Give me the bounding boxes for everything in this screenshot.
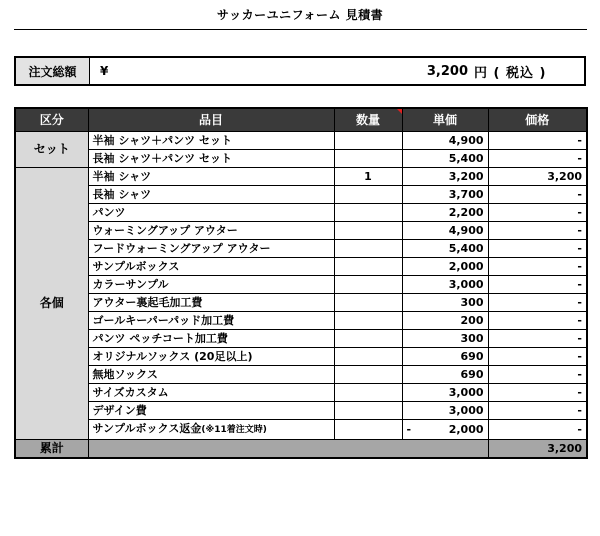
table-row <box>15 366 587 384</box>
table-row <box>15 132 587 150</box>
unit-price-cell: 4,900 <box>402 132 488 150</box>
item-label: パンツ <box>92 206 126 219</box>
item-cell <box>88 222 334 240</box>
price-cell: - <box>488 132 587 150</box>
header-price: 価格 <box>488 108 587 132</box>
table-row <box>15 420 587 440</box>
header-category: 区分 <box>15 108 88 132</box>
item-label: ゴールキーパーパッド加工費 <box>92 314 235 327</box>
unit-price-cell: 690 <box>402 366 488 384</box>
price-cell: - <box>488 294 587 312</box>
quantity-cell[interactable] <box>334 294 402 312</box>
summary-row <box>15 440 587 459</box>
item-label: ウォーミングアップ アウター <box>92 224 238 237</box>
item-cell <box>88 132 334 150</box>
unit-price-cell: 690 <box>402 348 488 366</box>
category-cell: セット <box>15 132 88 168</box>
price-cell: - <box>488 186 587 204</box>
item-cell <box>88 366 334 384</box>
unit-price-cell: 3,000 <box>402 276 488 294</box>
quantity-cell[interactable]: 1 <box>334 168 402 186</box>
item-label: アウター裏起毛加工費 <box>92 296 203 309</box>
price-cell: - <box>488 204 587 222</box>
table-row <box>15 204 587 222</box>
table-body <box>15 132 587 459</box>
item-label: デザイン費 <box>92 404 147 417</box>
summary-label: 累計 <box>15 440 88 459</box>
item-cell <box>88 258 334 276</box>
item-label: フードウォーミングアップ アウター <box>92 242 271 255</box>
unit-price-cell: 5,400 <box>402 150 488 168</box>
unit-price-cell: 3,700 <box>402 186 488 204</box>
table-row <box>15 402 587 420</box>
table-row <box>15 186 587 204</box>
item-cell <box>88 312 334 330</box>
unit-price-cell: 3,200 <box>402 168 488 186</box>
quantity-cell[interactable] <box>334 384 402 402</box>
item-cell <box>88 186 334 204</box>
minus-sign: - <box>406 423 412 436</box>
unit-price-cell: 3,000 <box>402 402 488 420</box>
price-cell: - <box>488 240 587 258</box>
category-cell: 各個 <box>15 168 88 440</box>
item-cell <box>88 420 334 440</box>
item-cell <box>88 168 334 186</box>
item-cell <box>88 150 334 168</box>
order-total-box <box>14 56 586 86</box>
price-cell: - <box>488 258 587 276</box>
summary-price: 3,200 <box>488 440 587 459</box>
header-item: 品目 <box>88 108 334 132</box>
unit-price-value: 2,000 <box>448 423 484 436</box>
quantity-cell[interactable] <box>334 312 402 330</box>
item-cell <box>88 330 334 348</box>
quantity-cell[interactable] <box>334 222 402 240</box>
item-label: 長袖 シャツ＋パンツ セット <box>92 152 232 165</box>
table-row <box>15 240 587 258</box>
table-row <box>15 258 587 276</box>
item-label: パンツ ペッチコート加工費 <box>92 332 228 345</box>
item-label: サンプルボックス返金 <box>92 422 202 435</box>
table-header-row <box>15 108 587 132</box>
price-cell: - <box>488 348 587 366</box>
tax-included-note: 円 ( 税込 ) <box>474 65 547 81</box>
price-cell: - <box>488 150 587 168</box>
quantity-cell[interactable] <box>334 402 402 420</box>
unit-price-cell: 2,200 <box>402 204 488 222</box>
item-note: (※11着注文時) <box>201 425 267 435</box>
price-cell: - <box>488 366 587 384</box>
summary-blank <box>88 440 488 459</box>
unit-price-cell: 3,000 <box>402 384 488 402</box>
item-cell <box>88 348 334 366</box>
quantity-cell[interactable] <box>334 366 402 384</box>
unit-price-cell <box>402 420 488 440</box>
item-label: 半袖 シャツ <box>92 170 152 183</box>
header-unit-price: 単価 <box>402 108 488 132</box>
quantity-cell[interactable] <box>334 186 402 204</box>
title-underline <box>14 29 587 30</box>
table-row <box>15 222 587 240</box>
table-row <box>15 312 587 330</box>
table-row <box>15 150 587 168</box>
quantity-cell[interactable] <box>334 330 402 348</box>
quantity-cell[interactable] <box>334 258 402 276</box>
item-cell <box>88 240 334 258</box>
quantity-cell[interactable] <box>334 150 402 168</box>
item-label: 無地ソックス <box>92 368 158 381</box>
quantity-cell[interactable] <box>334 276 402 294</box>
quantity-cell[interactable] <box>334 240 402 258</box>
quantity-cell[interactable] <box>334 420 402 440</box>
table-row <box>15 330 587 348</box>
item-label: 半袖 シャツ＋パンツ セット <box>92 134 232 147</box>
order-total-label: 注文総額 <box>16 58 90 84</box>
unit-price-cell: 200 <box>402 312 488 330</box>
item-label: サイズカスタム <box>92 386 169 399</box>
item-label: オリジナルソックス (20足以上) <box>92 350 253 363</box>
item-label: 長袖 シャツ <box>92 188 152 201</box>
table-row <box>15 276 587 294</box>
page-title: サッカーユニフォーム 見積書 <box>216 8 384 22</box>
unit-price-cell: 5,400 <box>402 240 488 258</box>
price-cell: - <box>488 330 587 348</box>
quantity-cell[interactable] <box>334 204 402 222</box>
yen-sign: ¥ <box>100 64 109 78</box>
price-cell: - <box>488 420 587 440</box>
item-cell <box>88 402 334 420</box>
item-cell <box>88 204 334 222</box>
price-cell: - <box>488 276 587 294</box>
quote-table <box>14 107 588 459</box>
unit-price-cell: 300 <box>402 294 488 312</box>
unit-price-cell: 2,000 <box>402 258 488 276</box>
unit-price-cell: 4,900 <box>402 222 488 240</box>
item-label: サンプルボックス <box>92 260 180 273</box>
table-row <box>15 348 587 366</box>
item-cell <box>88 294 334 312</box>
price-cell: - <box>488 402 587 420</box>
price-cell: - <box>488 384 587 402</box>
price-cell: 3,200 <box>488 168 587 186</box>
item-label: カラーサンプル <box>92 278 169 291</box>
price-cell: - <box>488 312 587 330</box>
quantity-cell[interactable] <box>334 132 402 150</box>
unit-price-cell: 300 <box>402 330 488 348</box>
comment-marker <box>397 109 402 114</box>
order-total-amount[interactable]: 3,200 <box>426 63 468 79</box>
table-row <box>15 294 587 312</box>
header-quantity: 数量 <box>334 108 402 132</box>
price-cell: - <box>488 222 587 240</box>
table-row <box>15 384 587 402</box>
quantity-cell[interactable] <box>334 348 402 366</box>
table-row <box>15 168 587 186</box>
item-cell <box>88 384 334 402</box>
item-cell <box>88 276 334 294</box>
